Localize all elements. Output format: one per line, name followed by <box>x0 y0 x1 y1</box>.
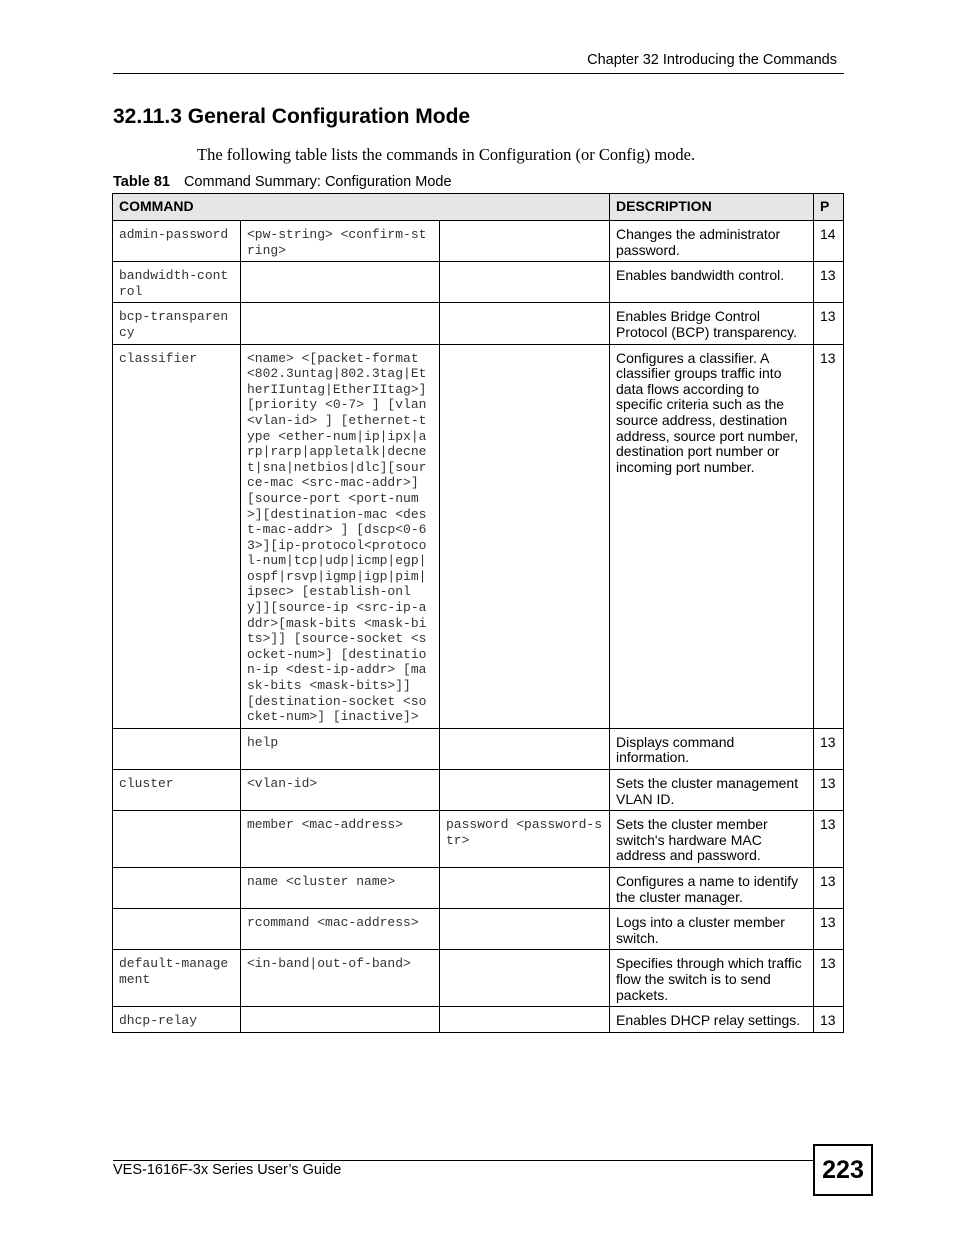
command-table <box>112 193 844 1033</box>
command-cell: classifier <box>113 344 241 728</box>
option-cell <box>440 867 610 908</box>
page-cell: 13 <box>814 262 844 303</box>
page-number: 223 <box>813 1144 873 1196</box>
command-cell: admin-password <box>113 221 241 262</box>
option-cell <box>440 770 610 811</box>
argument-cell: rcommand <mac-address> <box>241 909 440 950</box>
page-cell: 13 <box>814 909 844 950</box>
description-cell: Changes the administrator password. <box>610 221 814 262</box>
command-cell: bandwidth-control <box>113 262 241 303</box>
command-cell <box>113 867 241 908</box>
description-cell: Configures a name to identify the cluster manager. <box>610 867 814 908</box>
table-row <box>113 909 844 950</box>
command-cell <box>113 728 241 769</box>
table-row <box>113 303 844 344</box>
command-cell <box>113 811 241 868</box>
table-row <box>113 811 844 868</box>
table-caption <box>113 174 452 190</box>
description-cell: Sets the cluster management VLAN ID. <box>610 770 814 811</box>
header-divider <box>113 73 844 74</box>
page-cell: 13 <box>814 1007 844 1033</box>
argument-cell <box>241 303 440 344</box>
argument-cell <box>241 262 440 303</box>
page-cell: 13 <box>814 770 844 811</box>
table-row <box>113 1007 844 1033</box>
description-cell: Enables bandwidth control. <box>610 262 814 303</box>
table-caption-text: Command Summary: Configuration Mode <box>183 174 452 190</box>
command-cell <box>113 909 241 950</box>
guide-title: VES-1616F-3x Series User’s Guide <box>113 1162 342 1178</box>
description-cell: Specifies through which traffic flow the switch is to send packets. <box>610 950 814 1007</box>
option-cell <box>440 344 610 728</box>
argument-cell: name <cluster name> <box>241 867 440 908</box>
description-cell: Sets the cluster member switch's hardware MAC address and password. <box>610 811 814 868</box>
table-row <box>113 728 844 769</box>
page-cell: 13 <box>814 303 844 344</box>
page-cell: 13 <box>814 811 844 868</box>
option-cell <box>440 950 610 1007</box>
section-title: 32.11.3 General Configuration Mode <box>113 105 471 128</box>
argument-cell: member <mac-address> <box>241 811 440 868</box>
page-cell: 14 <box>814 221 844 262</box>
table-row <box>113 344 844 728</box>
argument-cell: <in-band|out-of-band> <box>241 950 440 1007</box>
command-cell: cluster <box>113 770 241 811</box>
command-cell: bcp-transparency <box>113 303 241 344</box>
option-cell <box>440 1007 610 1033</box>
header-page: P <box>814 194 844 221</box>
page-cell: 13 <box>814 728 844 769</box>
table-header-row <box>113 194 844 221</box>
argument-cell: <name> <[packet-format <802.3untag|802.3tag|EtherIIuntag|EtherIItag>][priority <0-7> ] [vlan <vlan-id> ] [ethernet-type <ether-num|ip|ipx|arp|rarp|appletalk|decnet|sna|netbios|dlc][source-mac <src-mac-addr>] [source-port <port-num>][destination-mac <dest-mac-addr> ] [dscp<0-63>][ip-protocol<protocol-num|tcp|udp|icmp|egp|ospf|rsvp|igmp|igp|pim|ipsec> [establish-only]][source-ip <src-ip-addr>[mask-bits <mask-bits>]] [source-socket <socket-num>] [destination-ip <dest-ip-addr> [mask-bits <mask-bits>]] [destination-socket <socket-num>] [inactive]> <box>241 344 440 728</box>
intro-paragraph: The following table lists the commands in Configuration (or Config) mode. <box>197 145 696 164</box>
command-cell: dhcp-relay <box>113 1007 241 1033</box>
description-cell: Enables DHCP relay settings. <box>610 1007 814 1033</box>
option-cell <box>440 221 610 262</box>
option-cell <box>440 909 610 950</box>
description-cell: Displays command information. <box>610 728 814 769</box>
table-row <box>113 770 844 811</box>
argument-cell: <vlan-id> <box>241 770 440 811</box>
page-cell: 13 <box>814 867 844 908</box>
table-row <box>113 950 844 1007</box>
argument-cell <box>241 1007 440 1033</box>
table-row <box>113 867 844 908</box>
argument-cell: <pw-string> <confirm-string> <box>241 221 440 262</box>
page-cell: 13 <box>814 950 844 1007</box>
option-cell <box>440 728 610 769</box>
description-cell: Logs into a cluster member switch. <box>610 909 814 950</box>
option-cell <box>440 262 610 303</box>
table-caption-label: Table 81 <box>113 174 170 190</box>
footer-divider <box>113 1160 813 1161</box>
option-cell: password <password-str> <box>440 811 610 868</box>
header-description: DESCRIPTION <box>610 194 814 221</box>
table-row <box>113 221 844 262</box>
command-cell: default-management <box>113 950 241 1007</box>
header-command: COMMAND <box>113 194 610 221</box>
table-row <box>113 262 844 303</box>
chapter-header: Chapter 32 Introducing the Commands <box>587 52 837 68</box>
description-cell: Enables Bridge Control Protocol (BCP) transparency. <box>610 303 814 344</box>
option-cell <box>440 303 610 344</box>
description-cell: Configures a classifier. A classifier groups traffic into data flows according to specific criteria such as the source address, destination address, source port number, destination port number or incoming port number. <box>610 344 814 728</box>
argument-cell: help <box>241 728 440 769</box>
page-cell: 13 <box>814 344 844 728</box>
